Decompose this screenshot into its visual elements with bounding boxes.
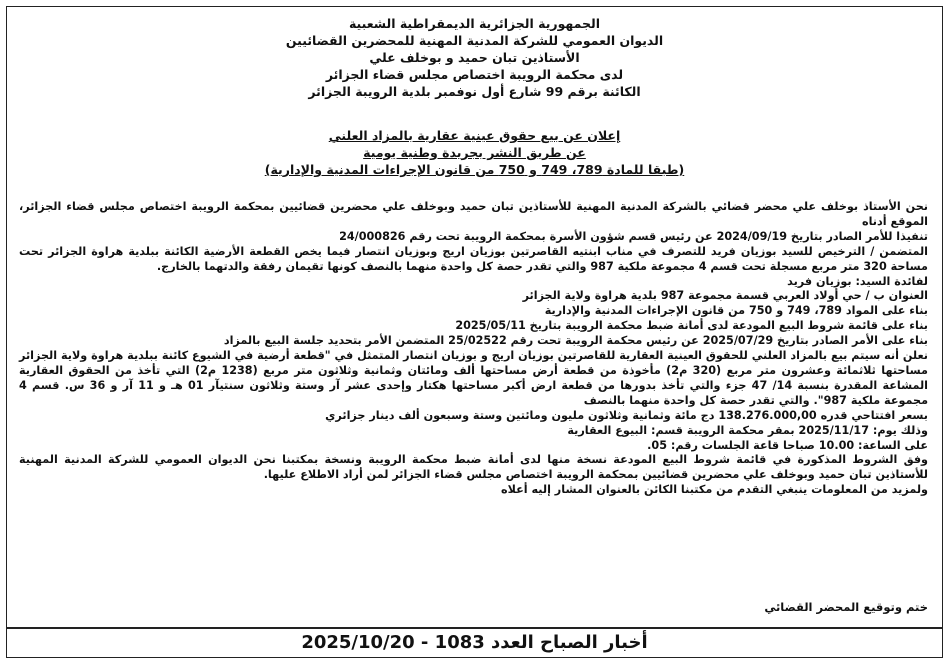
header-office: الديوان العمومي للشركة المدنية المهنية للمحضرين القضائيين xyxy=(285,33,664,48)
body-legal-basis: بناء على المواد 789، 749 و 750 من قانون الإجراءات المدنية والإدارية xyxy=(544,304,928,318)
body-opening-price: بسعر افتتاحي قدره 138.276.000,00 دج مائة وثمانية وثلاثون مليون ومائتين وستة وسبعون ألف دينار جزائري xyxy=(325,408,928,422)
legal-notice-page xyxy=(6,6,943,658)
body-announcement: نعلن أنه سيتم بيع بالمزاد العلني للحقوق العينية العقارية للقاصرتين بوزيان اريج و بوزيان انتصار المتمثل في "قطعة أرضية في الشيوع كائنة ببلدية هراوة ولاية الجزائر مساحتها ثلاثمائة وعشرون متر مربع (320 م2) مأخوذة من قطعة أرض مساحتها ألف ومائتان وثمانية وثلاثون متر مربع (1238 م2) التي تأخذ من الحقوق العقارية المشاعة المقدرة بنسبة 14/ 47 جزء والتي تأخذ بدورها من قطعة ارض أكبر مساحتها هكتار وإحدى عشر آر وستة وثلاثون سنتيآر 01 هـ و 11 آر و 36 س. قسم 4 مجموعة ملكية 987". والتي تقدر حصة كل واحدة منهما بالنصف xyxy=(19,349,928,407)
body-date: وذلك يوم: 2025/11/17 بمقر محكمة الرويبة قسم: البيوع العقارية xyxy=(567,423,928,437)
title-line-2: عن طريق النشر بجريدة وطنية يومية xyxy=(363,145,586,160)
body-beneficiary: لفائدة السيد: بوزيان فريد xyxy=(787,274,928,288)
notice-title xyxy=(7,127,942,178)
header-bailiffs: الأستاذين تبان حميد و بوخلف علي xyxy=(369,50,580,65)
notice-body xyxy=(19,200,928,498)
body-more-info: ولمزيد من المعلومات ينبغي التقدم من مكتبنا الكائن بالعنوان المشار إليه أعلاه xyxy=(501,483,928,497)
newspaper-footer: أخبار الصباح العدد 1083 - 2025/10/20 xyxy=(7,627,942,657)
body-terms: وفق الشروط المذكورة في قائمة شروط البيع المودعة نسخة منها لدى أمانة ضبط محكمة الرويبة ونسخة بمكتبنا نحن الديوان العمومي للشركة المدنية المهنية للأستاذين تبان حميد وبوخلف علي محضرين قضائيين بمحكمة الرويبة اختصاص مجلس قضاء الجزائر لمن أراد الاطلاع عليها. xyxy=(19,453,928,482)
body-session-order: بناء على الأمر الصادر بتاريخ 2025/07/29 عن رئيس محكمة الرويبة تحت رقم 25/02522 المتضمن الأمر بتحديد جلسة البيع بالمزاد xyxy=(223,334,928,348)
notice-header xyxy=(7,15,942,100)
title-line-1: إعلان عن بيع حقوق عينية عقارية بالمزاد العلني xyxy=(328,128,621,143)
header-republic: الجمهورية الجزائرية الديمقراطية الشعبية xyxy=(348,16,601,31)
body-authorization: المتضمن / الترخيص للسيد بوزيان فريد للتصرف في مناب ابنتيه القاصرتين بوزيان اريج وبوزيان انتصار فيما يخص القطعة الأرضية الكائنة ببلدية هراوة الجزائر تحت مساحة 320 متر مربع مسجلة تحت قسم 4 مجموعة ملكية 987 والتي تقدر حصة كل واحدة منهما بالنصف كونها تقيمان رفقة والدتهما بالخارج. xyxy=(19,244,928,273)
body-order: تنفيذا للأمر الصادر بتاريخ 2024/09/19 عن رئيس قسم شؤون الأسرة بمحكمة الرويبة تحت رقم 24/000826 xyxy=(339,229,928,243)
signature-line: ختم وتوقيع المحضر القضائي xyxy=(764,600,928,614)
title-line-3: (طبقا للمادة 789، 749 و 750 من قانون الإجراءات المدنية والإدارية) xyxy=(264,162,685,177)
header-court: لدى محكمة الرويبة اختصاص مجلس قضاء الجزائر xyxy=(325,67,624,82)
header-address: الكائنة برقم 99 شارع أول نوفمبر بلدية الرويبة الجزائر xyxy=(308,84,641,99)
body-time: على الساعة: 10.00 صباحا قاعة الجلسات رقم: 05. xyxy=(647,438,928,452)
body-intro: نحن الأستاذ بوخلف علي محضر قضائي بالشركة المدنية المهنية للأستاذين تبان حميد وبوخلف علي محضرين قضائيين بمحكمة الرويبة اختصاص مجلس قضاء الجزائر، الموقع أدناه xyxy=(19,200,928,228)
body-address: العنوان ب / حي أولاد العربي قسمة مجموعة 987 بلدية هراوة ولاية الجزائر xyxy=(522,289,928,303)
body-conditions: بناء على قائمة شروط البيع المودعة لدى أمانة ضبط محكمة الرويبة بتاريخ 2025/05/11 xyxy=(455,319,928,333)
